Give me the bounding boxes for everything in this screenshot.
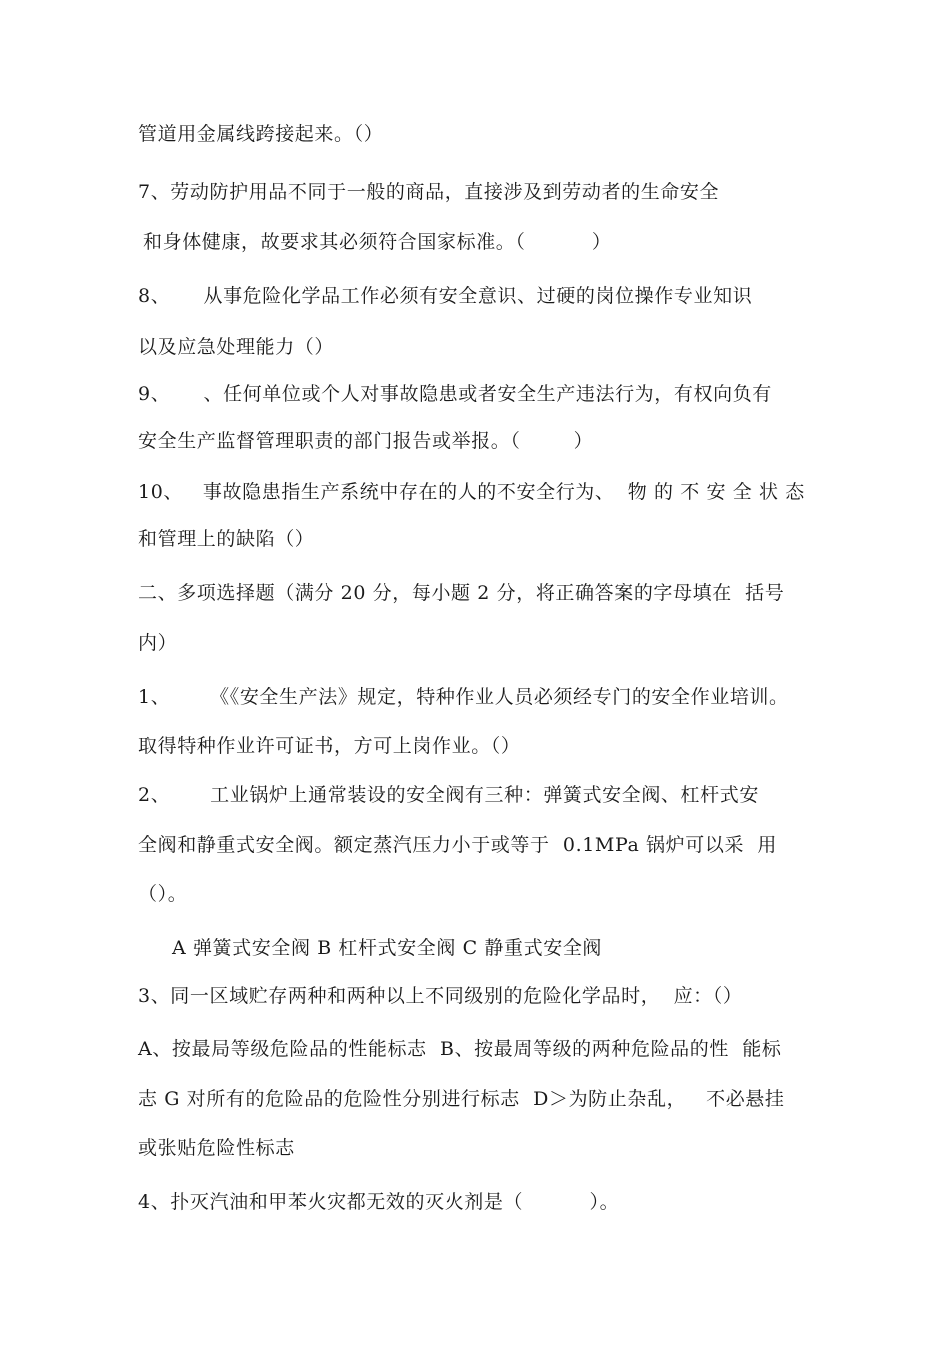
- mc-question-3-options-line-3: 或张贴危险性标志: [138, 1137, 295, 1159]
- mc-question-3-line-1: 3、同一区域贮存两种和两种以上不同级别的危险化学品时， 应：（）: [138, 985, 743, 1007]
- question-7-line-2: 和身体健康，故要求其必须符合国家标准。（ ）: [143, 231, 612, 253]
- text-line: 管道用金属线跨接起来。（）: [138, 123, 384, 145]
- mc-question-2-line-1: 2、 工业锅炉上通常装设的安全阀有三种：弹簧式安全阀、杠杆式安: [138, 784, 759, 806]
- mc-question-1-line-2: 取得特种作业许可证书，方可上岗作业。（）: [138, 735, 521, 757]
- mc-question-2-line-3: （）。: [138, 883, 188, 905]
- mc-question-1-line-1: 1、 《《安全生产法》规定，特种作业人员必须经专门的安全作业培训。: [138, 686, 789, 708]
- mc-question-2-options: A 弹簧式安全阀 B 杠杆式安全阀 C 静重式安全阀: [172, 937, 603, 959]
- question-10-line-1: 10、 事故隐患指生产系统中存在的人的不安全行为、 物 的 不 安 全 状 态: [138, 481, 805, 503]
- question-7-line-1: 7、劳动防护用品不同于一般的商品，直接涉及到劳动者的生命安全: [138, 181, 720, 203]
- question-9-line-2: 安全生产监督管理职责的部门报告或举报。（ ）: [138, 430, 594, 452]
- mc-question-4-line-1: 4、扑灭汽油和甲苯火灾都无效的灭火剂是（ ）。: [138, 1191, 620, 1213]
- mc-question-2-line-2: 全阀和静重式安全阀。额定蒸汽压力小于或等于 0.1MPa 锅炉可以采 用: [138, 834, 777, 856]
- question-8-line-1: 8、 从事危险化学品工作必须有安全意识、过硬的岗位操作专业知识: [138, 285, 753, 307]
- question-10-line-2: 和管理上的缺陷（）: [138, 528, 315, 550]
- question-9-line-1: 9、 、任何单位或个人对事故隐患或者安全生产违法行为，有权向负有: [138, 383, 772, 405]
- mc-question-3-options-line-1: A、按最局等级危险品的性能标志 B、按最周等级的两种危险品的性 能标: [138, 1038, 782, 1060]
- question-8-line-2: 以及应急处理能力（）: [138, 336, 335, 358]
- section-heading-line-2: 内）: [138, 632, 178, 654]
- mc-question-3-options-line-2: 志 G 对所有的危险品的危险性分别进行标志 D＞为防止杂乱， 不必悬挂: [138, 1088, 785, 1110]
- section-heading-line-1: 二、多项选择题（满分 20 分，每小题 2 分，将正确答案的字母填在 括号: [138, 582, 785, 604]
